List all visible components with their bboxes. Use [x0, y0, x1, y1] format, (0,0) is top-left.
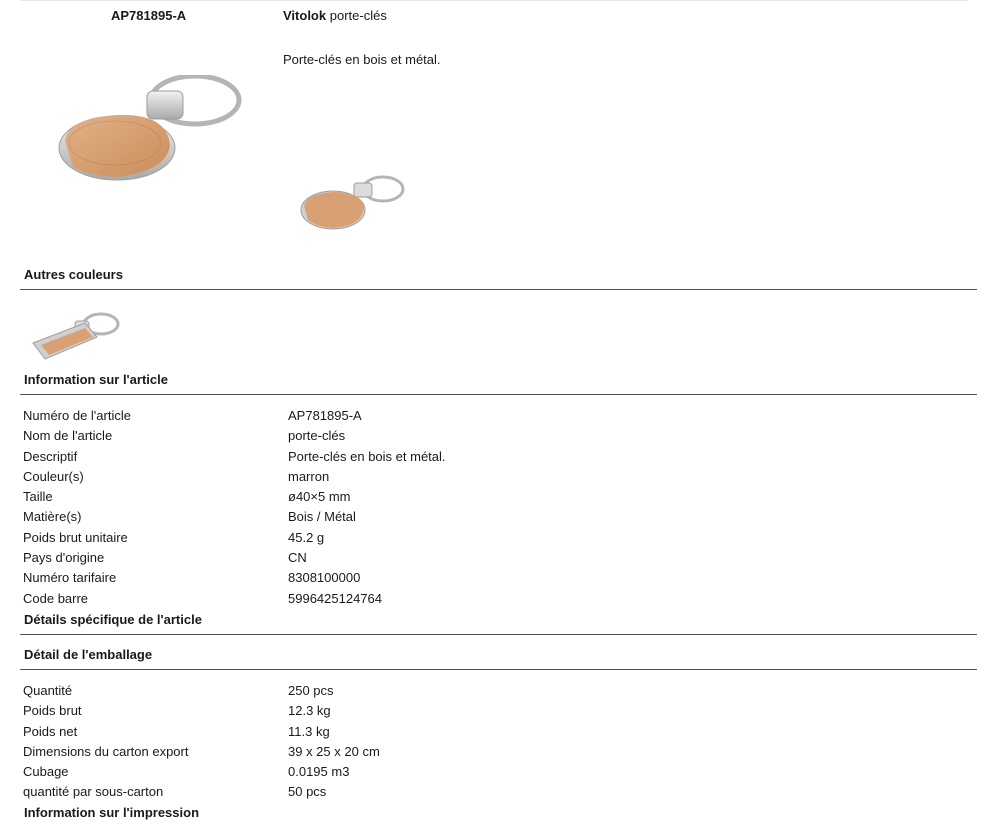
row-value: 45.2 g [288, 529, 325, 545]
row-label: Pays d'origine [23, 550, 105, 566]
other-color-thumbnail[interactable] [27, 311, 121, 363]
table-row [23, 507, 723, 527]
row-label: Poids brut [23, 703, 82, 719]
product-image-thumbnail[interactable] [296, 170, 408, 234]
section-print-info: Information sur l'impression [24, 805, 200, 820]
row-value: 8308100000 [288, 570, 361, 586]
row-value: 12.3 kg [288, 703, 331, 719]
table-row [23, 447, 723, 467]
row-value: 0.0195 m3 [288, 764, 350, 780]
row-label: Taille [23, 489, 53, 505]
table-row [23, 701, 723, 721]
row-label: Numéro de l'article [23, 408, 131, 423]
product-image-main[interactable] [55, 75, 245, 187]
row-label: Code barre [23, 590, 89, 606]
row-value: 5996425124764 [288, 590, 382, 606]
table-row [23, 568, 723, 588]
row-label: Quantité [23, 683, 73, 698]
table-row [23, 722, 723, 742]
row-label: quantité par sous-carton [23, 784, 164, 800]
row-label: Poids net [23, 723, 78, 739]
table-row [23, 762, 723, 782]
packaging-table [23, 681, 723, 803]
row-value: AP781895-A [288, 408, 362, 423]
row-value: CN [288, 550, 307, 566]
row-value: Bois / Métal [288, 509, 356, 525]
row-label: Cubage [23, 764, 69, 780]
row-label: Numéro tarifaire [23, 570, 117, 586]
row-label: Nom de l'article [23, 428, 113, 444]
section-packaging: Détail de l'emballage [20, 647, 977, 670]
product-description: Porte-clés en bois et métal. [283, 52, 441, 67]
table-row [23, 548, 723, 568]
table-row [23, 782, 723, 802]
row-value: ø40×5 mm [288, 489, 351, 505]
table-row [23, 528, 723, 548]
table-row [23, 742, 723, 762]
section-other-colors: Autres couleurs [20, 267, 977, 290]
row-label: Descriptif [23, 448, 78, 464]
table-row [23, 406, 723, 426]
product-sku: AP781895-A [111, 8, 187, 23]
row-value: marron [288, 468, 330, 484]
row-value: 39 x 25 x 20 cm [288, 743, 380, 759]
product-title [283, 8, 387, 23]
row-value: 50 pcs [288, 784, 327, 800]
table-row [23, 487, 723, 507]
row-label: Couleur(s) [23, 468, 84, 484]
table-row [23, 681, 723, 701]
product-name: porte-clés [329, 8, 387, 23]
section-specific-details: Détails spécifique de l'article [20, 612, 977, 635]
row-value: Porte-clés en bois et métal. [288, 448, 446, 464]
row-label: Dimensions du carton export [23, 743, 189, 759]
product-brand: Vitolok [283, 8, 327, 23]
table-row [23, 589, 723, 609]
article-info-table [23, 406, 723, 609]
row-value: 11.3 kg [288, 723, 330, 739]
row-value: porte-clés [288, 428, 346, 444]
section-article-info: Information sur l'article [20, 372, 977, 395]
table-row [23, 426, 723, 446]
row-label: Matière(s) [23, 509, 82, 525]
row-value: 250 pcs [288, 683, 334, 698]
table-row [23, 467, 723, 487]
top-divider [20, 0, 968, 1]
row-label: Poids brut unitaire [23, 529, 128, 545]
